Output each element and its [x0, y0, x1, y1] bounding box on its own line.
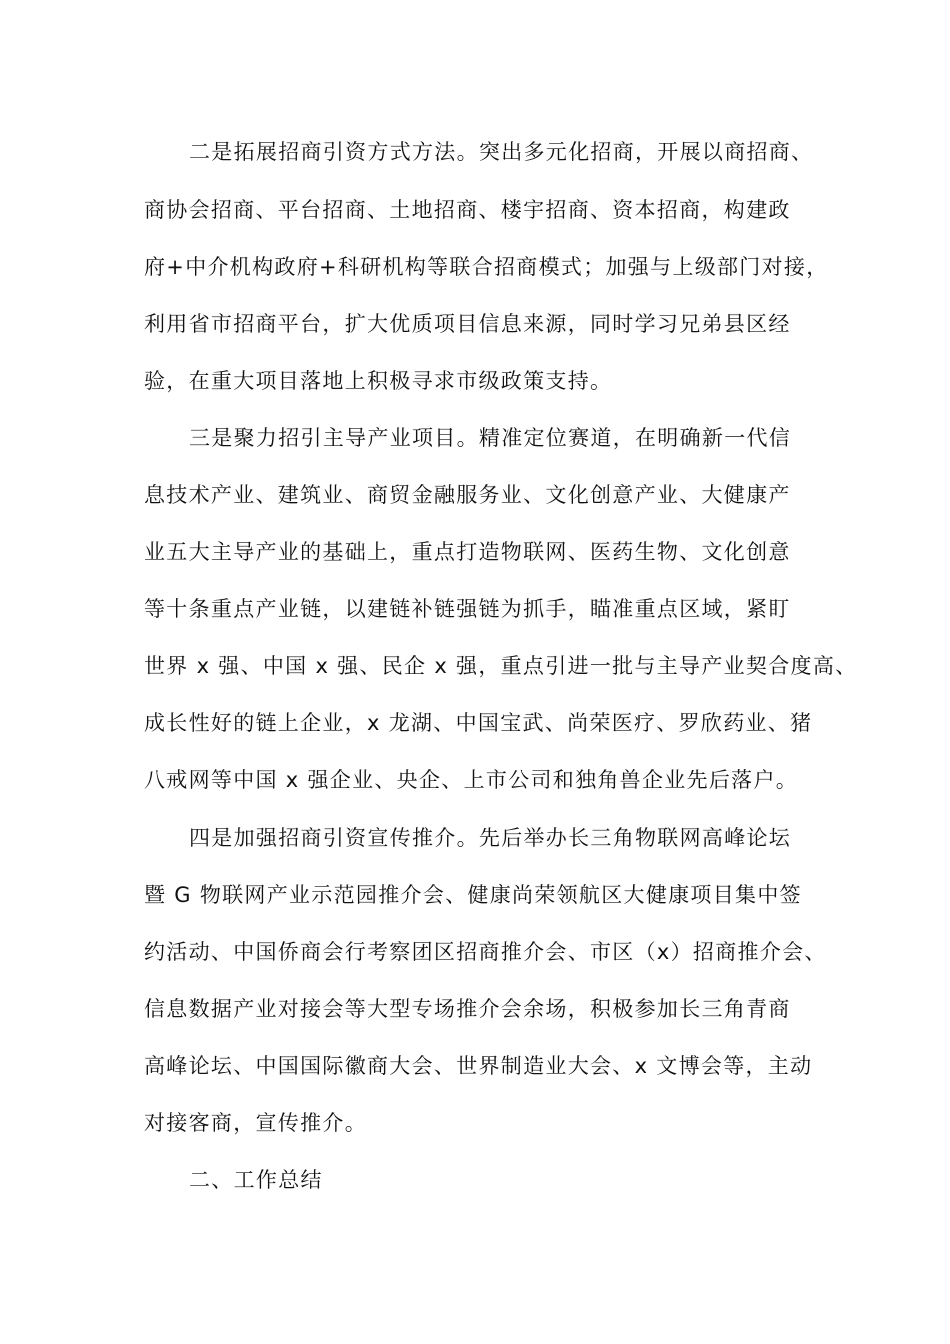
paragraph-1-line-3: 府+中介机构政府+科研机构等联合招商模式；加强与上级部门对接， — [144, 255, 829, 279]
section-heading: 二、工作总结 — [189, 1168, 323, 1192]
paragraph-2-line-2: 息技术产业、建筑业、商贸金融服务业、文化创意产业、大健康产 — [144, 483, 791, 507]
paragraph-2-line-1: 三是聚力招引主导产业项目。精准定位赛道，在明确新一代信 — [189, 426, 792, 450]
paragraph-3-line-6: 对接客商，宣传推介。 — [144, 1111, 367, 1135]
paragraph-1-line-4: 利用省市招商平台，扩大优质项目信息来源，同时学习兄弟县区经 — [144, 312, 791, 336]
paragraph-1-line-5: 验，在重大项目落地上积极寻求市级政策支持。 — [144, 369, 613, 393]
paragraph-2-line-3: 业五大主导产业的基础上，重点打造物联网、医药生物、文化创意 — [144, 540, 791, 564]
paragraph-1-line-1: 二是拓展招商引资方式方法。突出多元化招商，开展以商招商、 — [189, 140, 814, 164]
paragraph-3-line-3: 约活动、中国侨商会行考察团区招商推介会、市区（x）招商推介会、 — [144, 940, 827, 964]
paragraph-3-line-2: 暨 G 物联网产业示范园推介会、健康尚荣领航区大健康项目集中签 — [144, 883, 802, 907]
paragraph-3-line-4: 信息数据产业对接会等大型专场推介会余场，积极参加长三角青商 — [144, 997, 791, 1021]
paragraph-2-line-6: 成长性好的链上企业，x 龙湖、中国宝武、尚荣医疗、罗欣药业、猪 — [144, 711, 813, 735]
paragraph-3-line-5: 高峰论坛、中国国际徽商大会、世界制造业大会、x 文博会等，主动 — [144, 1054, 813, 1078]
paragraph-2-line-4: 等十条重点产业链，以建链补链强链为抓手，瞄准重点区域，紧盯 — [144, 597, 791, 621]
paragraph-1-line-2: 商协会招商、平台招商、土地招商、楼宇招商、资本招商，构建政 — [144, 198, 791, 222]
paragraph-2-line-7: 八戒网等中国 x 强企业、央企、上市公司和独角兽企业先后落户。 — [144, 768, 799, 792]
paragraph-2-line-5: 世界 x 强、中国 x 强、民企 x 强，重点引进一批与主导产业契合度高、 — [144, 654, 858, 678]
paragraph-3-line-1: 四是加强招商引资宣传推介。先后举办长三角物联网高峰论坛 — [189, 826, 792, 850]
